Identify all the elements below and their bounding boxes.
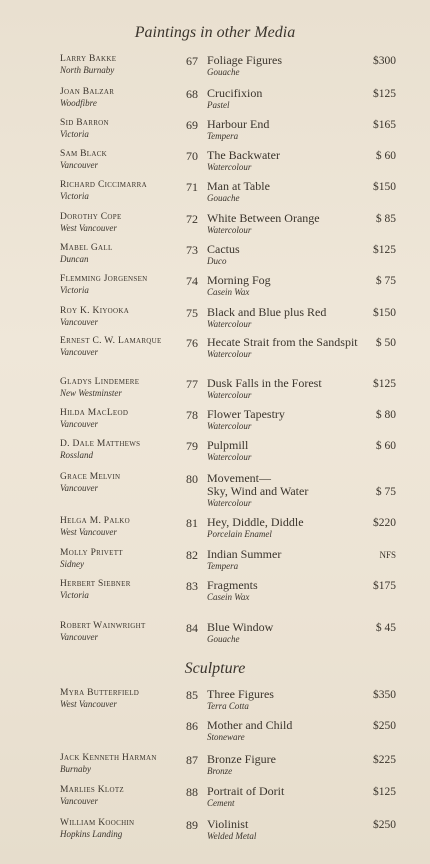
artist-block xyxy=(60,87,180,109)
work-title: Indian Summer xyxy=(207,547,282,561)
artist-name: Jack Kenneth Harman xyxy=(60,753,157,763)
artist-block xyxy=(60,621,180,643)
work-title: Fragments xyxy=(207,578,258,592)
work-title: Violinist xyxy=(207,817,249,831)
artist-place: West Vancouver xyxy=(60,699,117,709)
artist-block xyxy=(60,516,180,538)
work-medium: Cement xyxy=(207,798,235,808)
catalogue-number: 82 xyxy=(186,548,198,562)
artist-block xyxy=(60,336,180,358)
work-price: $ 75 xyxy=(375,486,396,498)
work-medium: Watercolour xyxy=(207,319,252,329)
catalogue-number: 78 xyxy=(186,408,198,422)
work-title: Crucifixion xyxy=(207,86,263,100)
catalogue-number: 83 xyxy=(186,579,198,593)
artist-place: Sidney xyxy=(60,559,84,569)
artist-name: Grace Melvin xyxy=(60,472,121,482)
work-price: $350 xyxy=(373,689,396,701)
work-medium: Terra Cotta xyxy=(207,701,249,711)
work-medium: Watercolour xyxy=(207,225,252,235)
work-medium: Watercolour xyxy=(207,421,252,431)
artist-name: Mabel Gall xyxy=(60,243,113,253)
catalogue-number: 85 xyxy=(186,688,198,702)
work-medium: Casein Wax xyxy=(207,287,250,297)
work-medium: Stoneware xyxy=(207,732,245,742)
work-price: $125 xyxy=(373,786,396,798)
artist-block xyxy=(60,243,180,265)
artist-place: Vancouver xyxy=(60,160,98,170)
work-title: White Between Orange xyxy=(207,211,320,225)
work-medium: Tempera xyxy=(207,561,239,571)
artist-name: Ernest C. W. Lamarque xyxy=(60,336,162,346)
catalogue-number: 74 xyxy=(186,274,198,288)
catalogue-number: 79 xyxy=(186,439,198,453)
artist-name: Robert Wainwright xyxy=(60,621,146,631)
work-price: $225 xyxy=(373,754,396,766)
work-title: Harbour End xyxy=(207,117,270,131)
work-price: $125 xyxy=(373,88,396,100)
work-price: $125 xyxy=(373,244,396,256)
work-title: Bronze Figure xyxy=(207,752,276,766)
work-price: NFS xyxy=(379,550,396,560)
artist-place: Rossland xyxy=(60,450,94,460)
catalogue-number: 84 xyxy=(186,621,198,635)
work-price: $300 xyxy=(373,55,396,67)
artist-block xyxy=(60,753,180,775)
artist-name: William Koochin xyxy=(60,818,135,828)
artist-block xyxy=(60,180,180,202)
artist-place: Victoria xyxy=(60,191,89,201)
artist-block xyxy=(60,785,180,807)
artist-place: Victoria xyxy=(60,590,89,600)
work-title: Portrait of Dorit xyxy=(207,784,285,798)
work-medium: Gouache xyxy=(207,67,240,77)
work-title: Sky, Wind and Water xyxy=(207,484,309,498)
artist-block xyxy=(60,688,180,710)
artist-place: Victoria xyxy=(60,129,89,139)
work-title: Mother and Child xyxy=(207,718,293,732)
artist-block xyxy=(60,818,180,840)
artist-block xyxy=(60,579,180,601)
artist-name: Roy K. Kiyooka xyxy=(60,306,130,316)
work-medium: Watercolour xyxy=(207,162,252,172)
artist-name: Sid Barron xyxy=(60,118,109,128)
work-title: Black and Blue plus Red xyxy=(207,305,327,319)
artist-block xyxy=(60,472,180,494)
artist-name: Richard Ciccimarra xyxy=(60,180,147,190)
artist-place: West Vancouver xyxy=(60,527,117,537)
artist-name: Marlies Klotz xyxy=(60,785,124,795)
work-price: $ 85 xyxy=(375,213,396,225)
work-price: $ 50 xyxy=(375,337,396,349)
artist-place: Vancouver xyxy=(60,483,98,493)
artist-block xyxy=(60,377,180,399)
work-title: Pulpmill xyxy=(207,438,249,452)
work-price: $150 xyxy=(373,307,396,319)
work-title: Hecate Strait from the Sandspit xyxy=(207,335,358,349)
work-price: $ 60 xyxy=(375,150,396,162)
artist-place: Burnaby xyxy=(60,764,91,774)
artist-place: North Burnaby xyxy=(60,65,115,75)
work-medium: Porcelain Enamel xyxy=(207,529,272,539)
work-title: Morning Fog xyxy=(207,273,271,287)
work-price: $ 60 xyxy=(375,440,396,452)
work-title: Hey, Diddle, Diddle xyxy=(207,515,304,529)
work-title: Movement— xyxy=(207,471,271,485)
artist-block xyxy=(60,306,180,328)
artist-place: Woodfibre xyxy=(60,98,97,108)
catalogue-number: 75 xyxy=(186,306,198,320)
artist-name: Herbert Siebner xyxy=(60,579,131,589)
work-medium: Casein Wax xyxy=(207,592,250,602)
work-medium: Watercolour xyxy=(207,349,252,359)
section-heading: Paintings in other Media xyxy=(134,24,296,41)
work-title: Three Figures xyxy=(207,687,274,701)
artist-block xyxy=(60,54,180,76)
artist-name: Gladys Lindemere xyxy=(60,377,140,387)
work-medium: Welded Metal xyxy=(207,831,257,841)
artist-name: Molly Privett xyxy=(60,548,123,558)
artist-name: D. Dale Matthews xyxy=(60,439,141,449)
catalogue-number: 77 xyxy=(186,377,198,391)
catalogue-number: 70 xyxy=(186,149,198,163)
work-medium: Watercolour xyxy=(207,498,252,508)
artist-block xyxy=(60,439,180,461)
catalogue-number: 80 xyxy=(186,472,198,486)
work-medium: Duco xyxy=(207,256,227,266)
work-title: Foliage Figures xyxy=(207,53,282,67)
artist-place: Vancouver xyxy=(60,632,98,642)
work-price: $ 75 xyxy=(375,275,396,287)
artist-name: Joan Balzar xyxy=(60,87,115,97)
work-medium: Gouache xyxy=(207,193,240,203)
work-medium: Pastel xyxy=(207,100,230,110)
artist-name: Flemming Jorgensen xyxy=(60,274,148,284)
catalogue-number: 76 xyxy=(186,336,198,350)
artist-block xyxy=(60,118,180,140)
catalogue-number: 67 xyxy=(186,54,198,68)
work-medium: Watercolour xyxy=(207,390,252,400)
work-price: $125 xyxy=(373,378,396,390)
artist-block xyxy=(60,274,180,296)
catalogue-number: 71 xyxy=(186,180,198,194)
artist-block xyxy=(60,212,180,234)
artist-name: Sam Black xyxy=(60,149,108,159)
catalogue-number: 89 xyxy=(186,818,198,832)
artist-name: Dorothy Cope xyxy=(60,212,122,222)
work-price: $ 80 xyxy=(375,409,396,421)
artist-name: Larry Bakke xyxy=(60,54,117,64)
catalogue-number: 73 xyxy=(186,243,198,257)
catalogue-number: 68 xyxy=(186,87,198,101)
artist-name: Hilda MacLeod xyxy=(60,408,129,418)
work-title: Cactus xyxy=(207,242,240,256)
artist-block xyxy=(60,149,180,171)
artist-name: Helga M. Palko xyxy=(60,516,131,526)
work-title: The Backwater xyxy=(207,148,280,162)
work-medium: Watercolour xyxy=(207,452,252,462)
catalogue-number: 69 xyxy=(186,118,198,132)
catalogue-number: 88 xyxy=(186,785,198,799)
work-price: $250 xyxy=(373,720,396,732)
work-medium: Tempera xyxy=(207,131,239,141)
work-price: $165 xyxy=(373,119,396,131)
artist-place: Duncan xyxy=(60,254,89,264)
artist-place: Hopkins Landing xyxy=(60,829,123,839)
artist-place: Victoria xyxy=(60,285,89,295)
artist-block xyxy=(60,548,180,570)
work-title: Flower Tapestry xyxy=(207,407,285,421)
catalogue-number: 81 xyxy=(186,516,198,530)
work-price: $220 xyxy=(373,517,396,529)
work-price: $150 xyxy=(373,181,396,193)
work-title: Man at Table xyxy=(207,179,270,193)
work-title: Blue Window xyxy=(207,620,274,634)
section-heading: Sculpture xyxy=(184,660,246,677)
work-price: $ 45 xyxy=(375,622,396,634)
artist-place: Vancouver xyxy=(60,317,98,327)
artist-name: Myra Butterfield xyxy=(60,688,140,698)
work-medium: Bronze xyxy=(207,766,233,776)
artist-place: West Vancouver xyxy=(60,223,117,233)
artist-place: Vancouver xyxy=(60,419,98,429)
work-price: $175 xyxy=(373,580,396,592)
work-title: Dusk Falls in the Forest xyxy=(207,376,322,390)
artist-block xyxy=(60,408,180,430)
artist-place: Vancouver xyxy=(60,796,98,806)
artist-place: New Westminster xyxy=(60,388,122,398)
artist-place: Vancouver xyxy=(60,347,98,357)
catalogue-number: 87 xyxy=(186,753,198,767)
work-price: $250 xyxy=(373,819,396,831)
catalogue-number: 86 xyxy=(186,719,198,733)
work-medium: Gouache xyxy=(207,634,240,644)
catalogue-number: 72 xyxy=(186,212,198,226)
